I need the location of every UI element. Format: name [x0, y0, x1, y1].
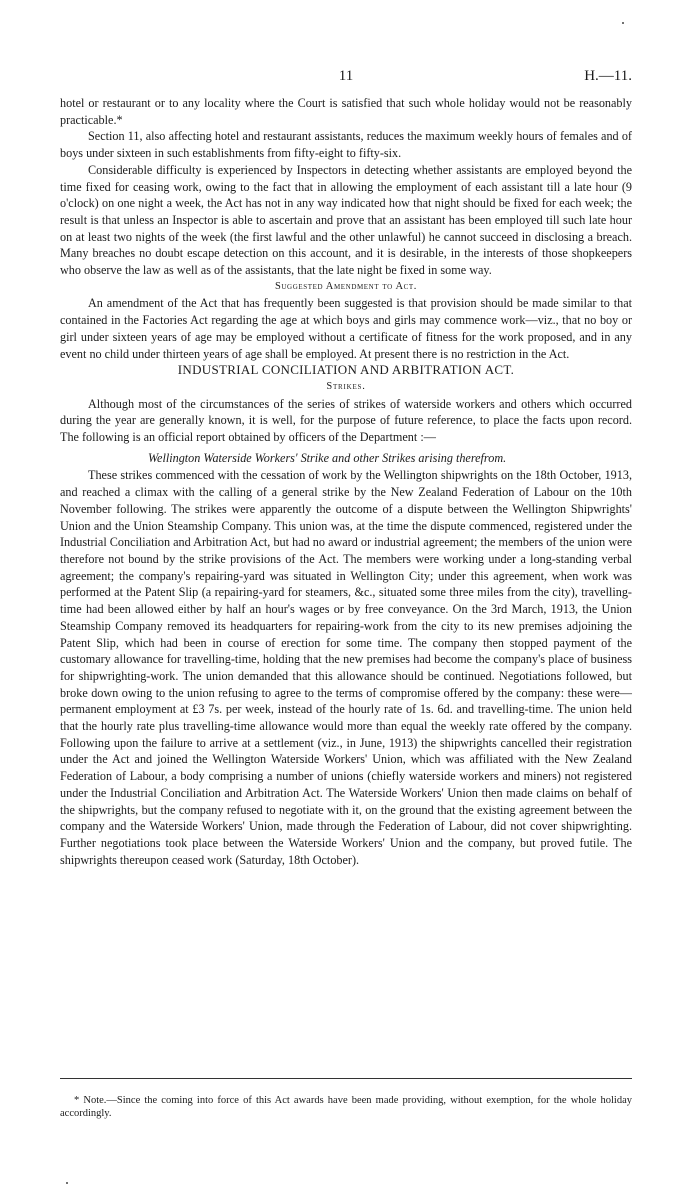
footnote: * Note.—Since the coming into force of this Act awards have been made providing, without exemption, for the whole holiday accordingly. [60, 1094, 632, 1119]
footnote-rule [60, 1078, 632, 1079]
scan-speck-bottom [66, 1182, 68, 1184]
scan-speck-top [622, 22, 624, 24]
paragraph-continuation: hotel or restaurant or to any locality where the Court is satisfied that such whole holiday would not be reasonably practicable.* [60, 96, 632, 127]
document-reference: H.—11. [584, 68, 632, 84]
page-header [60, 68, 632, 88]
paragraph-amendment: An amendment of the Act that has frequently been suggested is that provision should be made similar to that contained in the Factories Act regarding the age at which boys and girls may commence work—viz., that no boy or girl under sixteen years of age may be employed without a certificate of fitness for the work proposed, and in any event no child under thirteen years of age shall be employed. At present there is no restriction in the Act. [60, 296, 632, 361]
heading-suggested-amendment: Suggested Amendment to Act. [274, 280, 418, 292]
paragraph-strikes-intro: Although most of the circumstances of the series of strikes of waterside workers and others which occurred during the year are generally known, it is well, for the purpose of future reference, to place the facts upon record. The following is an official report obtained by officers of the Department :— [60, 396, 632, 445]
paragraph-strike-report: These strikes commenced with the cessation of work by the Wellington shipwrights on the 18th October, 1913, and reached a climax with the calling of a general strike by the New Zealand Federation of Labour on the 10th November following. The strikes were apparently the outcome of a dispute between the Wellington Shipwrights' Union and the Union Steamship Company. This union was, at the time the dispute commenced, registered under the Industrial Conciliation and Arbitration Act, but had no award or industrial agreement; the members of the union were therefore not bound by the strike provisions of the Act. The members were working under a long-standing verbal agreement; the company's repairing-yard was situated in Wellington City; under this agreement, when work was performed at the Patent Slip (a repairing-yard for steamers, &c., situated some three miles from the city), travelling-time had been allowed either by half an hour's wages or by free conveyance. On the 3rd March, 1913, the Union Steamship Company removed its headquarters for repairing-work from the city to its new premises adjoining the Patent Slip, which had been in course of erection for some time. The company then stopped payment of the customary allowance for travelling-time, holding that the new premises had become the company's place of business for shipwrighting-work. The union demanded that this allowance should be continued. Negotiations followed, but broke down owing to the union refusing to agree to the terms of compromise offered by the company: these were—permanent employment at £3 7s. per week, instead of the hourly rate of 1s. 6d. and travelling-time. The union held that the hourly rate plus travelling-time allowance would more than equal the weekly rate offered by the company. Following upon the failure to arrive at a settlement (viz., in June, 1913) the shipwrights cancelled their registration under the Act and joined the Wellington Waterside Workers' Union, which was affiliated with the New Zealand Federation of Labour, a body comprising a number of unions (chiefly waterside workers and miners) not registered under the Industrial Conciliation and Arbitration Act. The Waterside Workers' Union then made claims on behalf of the shipwrights, but the company refused to negotiate with it, on the ground that the existing agreement between the company and the Waterside Workers' Union, made through the Federation of Labour, did not cover shipwrighting. Further negotiations took place between the Waterside Workers' Union and the company, but proved futile. The shipwrights thereupon ceased work (Saturday, 18th October). [60, 468, 632, 867]
page-body [60, 95, 632, 868]
page-number: 11 [338, 68, 354, 84]
paragraph-inspectors-difficulty: Considerable difficulty is experienced by Inspectors in detecting whether assistants are employed beyond the time fixed for ceasing work, owing to the fact that in allowing the employment of each assistant till a late hour (9 o'clock) on one night a week, the Act has not in any way indicated how that night should be fixed for each week; the result is that unless an Inspector is able to ascertain and prove that an assistant has been employed till such late hour on at least two nights of the week (the first lawful and the other unlawful) he cannot succeed in disclosing a breach. Many breaches no doubt escape detection on this account, and it is desirable, in the interests of those shopkeepers who observe the law as well as of the assistants, that the late night be fixed in some way. [60, 162, 632, 278]
paragraph-section-11: Section 11, also affecting hotel and restaurant assistants, reduces the maximum weekly hours of females and of boys under sixteen in such establishments from fifty-eight to fifty-six. [60, 129, 632, 161]
heading-industrial-conciliation-act: INDUSTRIAL CONCILIATION AND ARBITRATION ACT. [177, 362, 515, 378]
heading-wellington-waterside-strike: Wellington Waterside Workers' Strike and other Strikes arising therefrom. [148, 450, 507, 465]
heading-strikes: Strikes. [326, 380, 366, 392]
